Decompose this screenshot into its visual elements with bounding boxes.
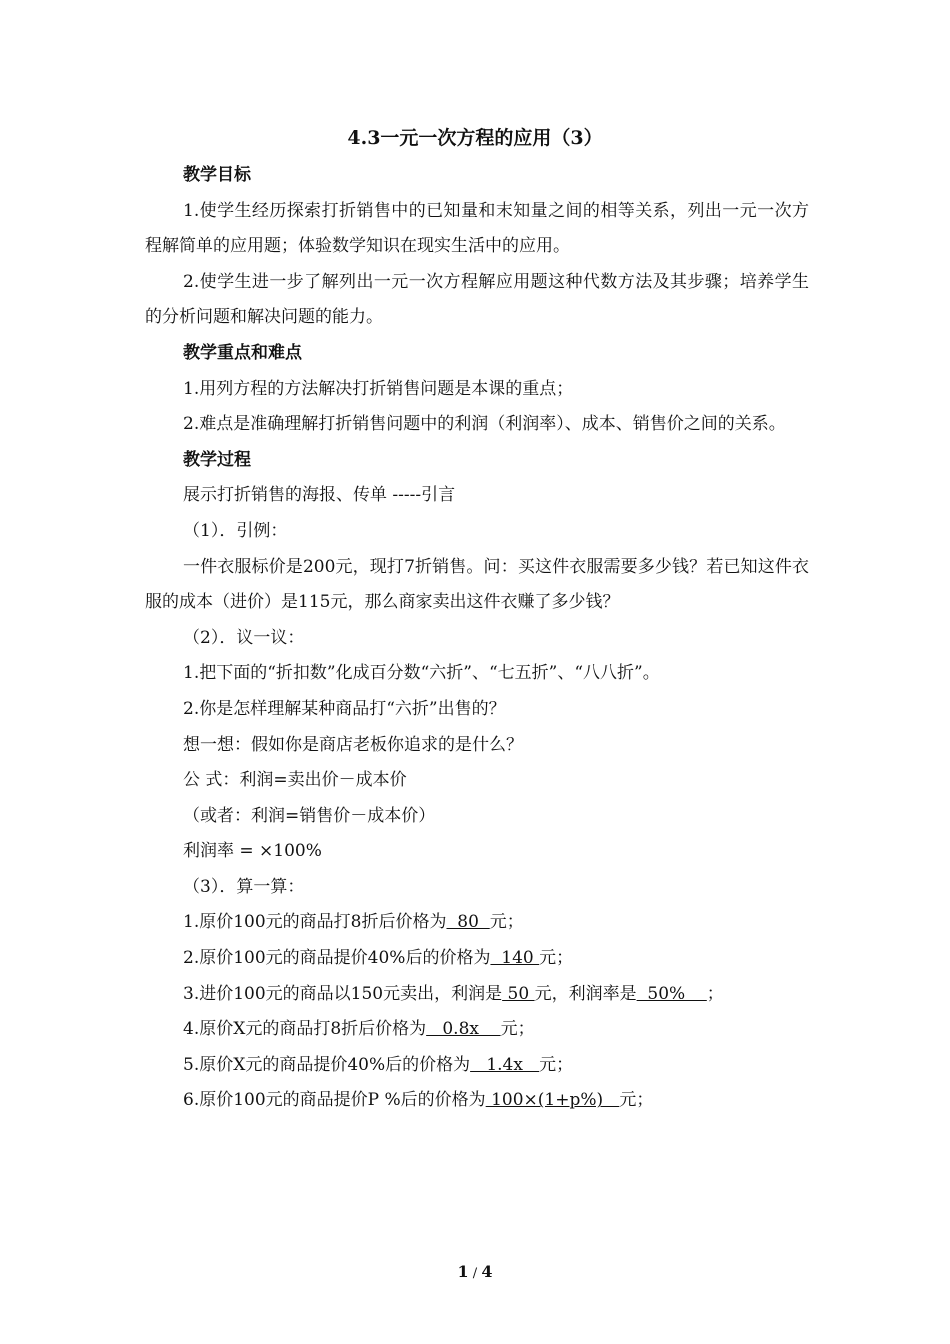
calc-4-answer: 0.8x	[426, 1019, 501, 1040]
question-2: 2.你是怎样理解某种商品打“六折”出售的？	[183, 698, 506, 719]
calc-4-unit: 元；	[500, 1019, 535, 1040]
calc-3-answer-rate: 50%	[636, 983, 707, 1004]
page-total: 4	[481, 1262, 493, 1281]
page-separator: /	[468, 1266, 482, 1281]
step3-heading: （3）．算一算：	[183, 876, 305, 897]
calc-1-unit: 元；	[489, 912, 524, 933]
calc-2	[145, 941, 809, 977]
process-heading: 教学过程	[183, 449, 251, 470]
formula-1: 公 式：利润=卖出价－成本价	[183, 770, 407, 791]
think-line: 想一想：假如你是商店老板你追求的是什么？	[183, 734, 523, 755]
calc-2-answer: 140	[490, 948, 540, 969]
calc-3-answer-profit: 50	[502, 983, 535, 1004]
calc-5-unit: 元；	[539, 1054, 574, 1075]
formula-2: （或者：利润=销售价－成本价）	[183, 805, 436, 826]
goals-heading: 教学目标	[183, 165, 251, 185]
calc-1-text: 1.原价100元的商品打8折后价格为	[183, 912, 447, 933]
calc-5-answer: 1.4x	[470, 1054, 540, 1075]
page-number	[0, 1262, 950, 1281]
calc-6-answer: 100×(1+p%)	[485, 1090, 620, 1111]
calc-4	[145, 1012, 809, 1048]
calc-3-mid: 元，利润率是	[534, 983, 637, 1004]
keypoint-2: 2.难点是准确理解打折销售问题中的利润（利润率）、成本、销售价之间的关系。	[183, 414, 786, 435]
calc-4-text: 4.原价X元的商品打8折后价格为	[183, 1019, 427, 1040]
goal-1: 1.使学生经历探索打折销售中的已知量和末知量之间的相等关系，列出一元一次方程解简单的应用题；体验数学知识在现实生活中的应用。	[145, 200, 809, 257]
calc-1-answer: 80	[446, 912, 490, 933]
document-body	[145, 158, 809, 1119]
step1-text: 一件衣服标价是200元，现打7折销售。问：买这件衣服需要多少钱？若已知这件衣服的成本（进价）是115元，那么商家卖出这件衣赚了多少钱？	[145, 556, 809, 613]
step2-heading: （2）．议一议：	[183, 627, 305, 648]
calc-3	[145, 977, 809, 1013]
question-1: 1.把下面的“折扣数”化成百分数“六折”、“七五折”、“八八折”。	[183, 663, 660, 684]
goal-2: 2.使学生进一步了解列出一元一次方程解应用题这种代数方法及其步骤；培养学生的分析问题和解决问题的能力。	[145, 271, 809, 328]
calc-6-text: 6.原价100元的商品提价P %后的价格为	[183, 1090, 486, 1111]
formula-3: 利润率 = ×100%	[183, 841, 322, 862]
calc-3-end: ；	[706, 983, 724, 1004]
calc-2-text: 2.原价100元的商品提价40%后的价格为	[183, 948, 491, 969]
page-title: 4.3一元一次方程的应用（3）	[347, 127, 603, 149]
calc-1	[145, 905, 809, 941]
calc-3-text: 3.进价100元的商品以150元卖出，利润是	[183, 983, 503, 1004]
calc-6-unit: 元；	[619, 1090, 654, 1111]
calc-5-text: 5.原价X元的商品提价40%后的价格为	[183, 1054, 471, 1075]
calc-5	[145, 1048, 809, 1084]
page-current: 1	[457, 1262, 469, 1281]
keypoint-1: 1.用列方程的方法解决打折销售问题是本课的重点；	[183, 378, 574, 399]
step1-heading: （1）．引例：	[183, 520, 288, 541]
calc-2-unit: 元；	[539, 948, 574, 969]
keypoints-heading: 教学重点和难点	[183, 342, 302, 363]
calc-6	[145, 1083, 809, 1119]
intro-line: 展示打折销售的海报、传单 -----引言	[183, 485, 456, 506]
